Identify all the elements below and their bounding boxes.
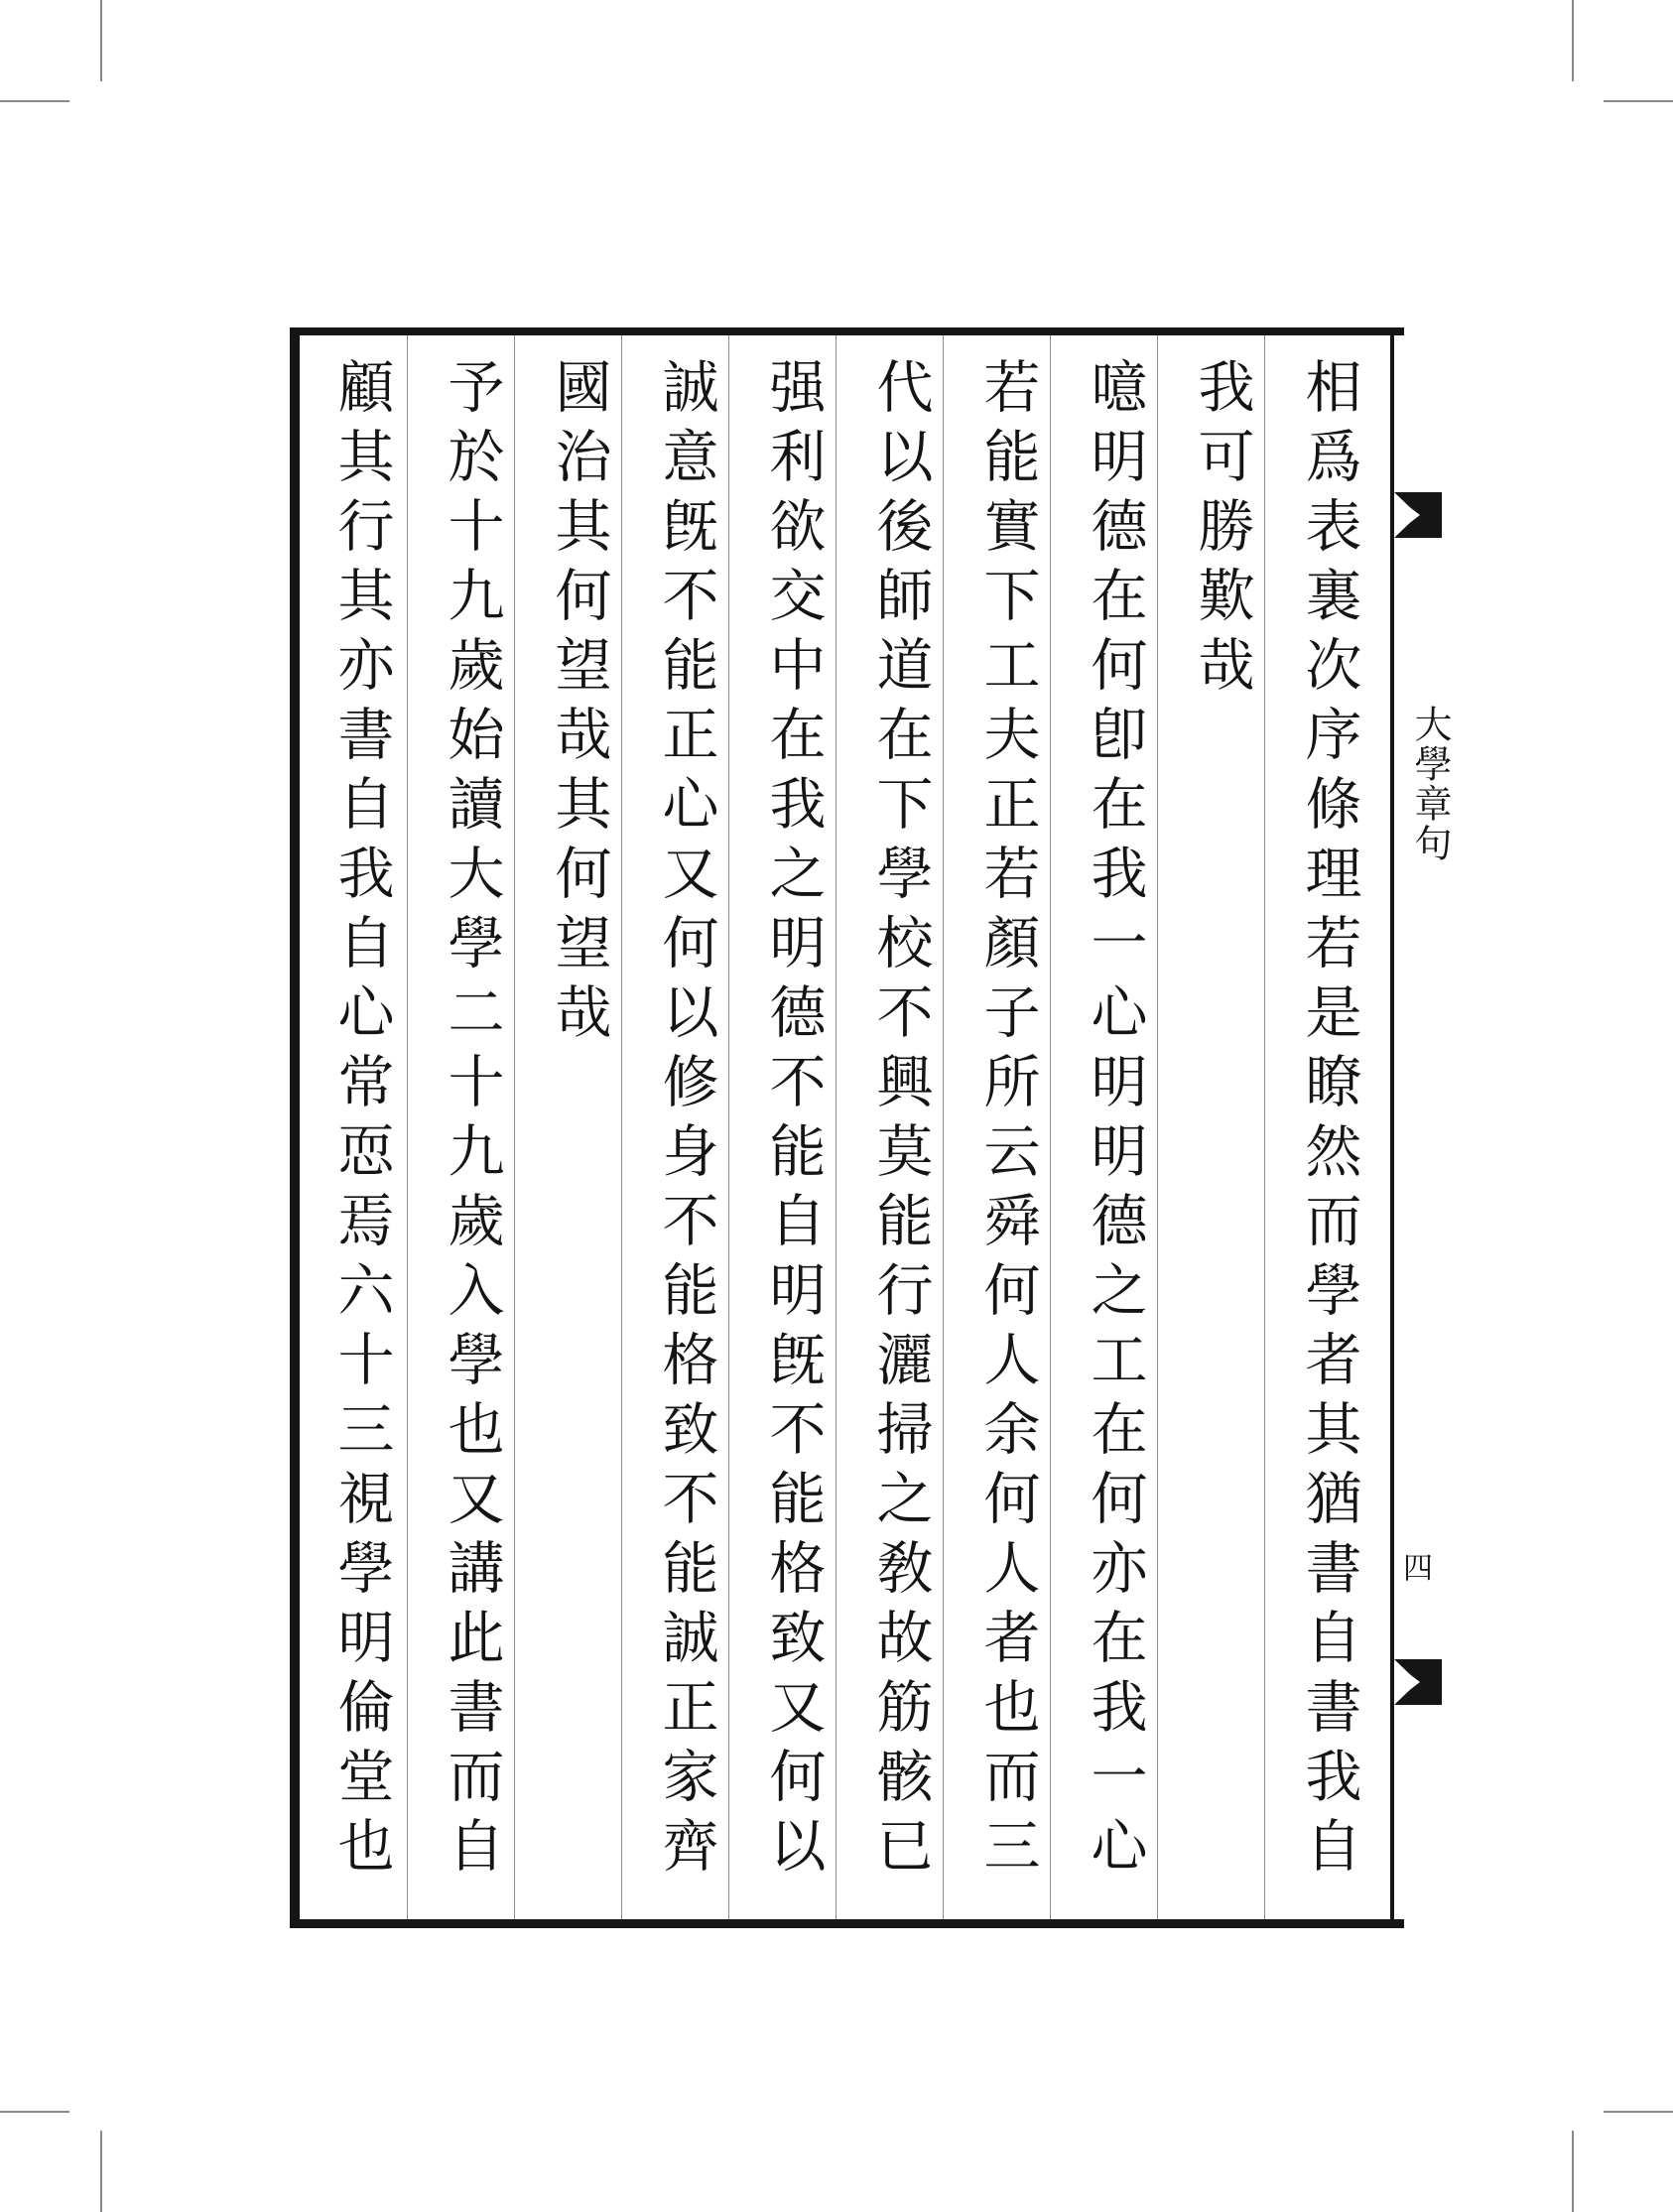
column-text: 代以後師道在下學校不興莫能行灑掃之敎故筋骸已: [867, 357, 933, 1886]
crop-mark-bottom-right: [1572, 2131, 1574, 2212]
fishtail-ornament-bottom-icon: [1394, 1659, 1442, 1705]
text-column-2: [1168, 335, 1275, 1919]
text-column-1: [1275, 335, 1382, 1919]
crop-mark-top-right: [1572, 0, 1574, 81]
column-text: 若能實下工夫正若顏子所云舜何人余何人者也而三: [974, 357, 1040, 1886]
frame-bottom-border: [290, 1919, 1404, 1928]
crop-mark-top-left-horizontal: [0, 100, 69, 102]
crop-mark-bottom-left-horizontal: [0, 2111, 69, 2113]
margin-title: 大學章句: [1408, 705, 1452, 863]
column-text: 誠意旣不能正心又何以修身不能格致不能誠正家齊: [653, 357, 718, 1886]
text-column-3: [1061, 335, 1168, 1919]
fishtail-ornament-top-icon: [1394, 492, 1442, 538]
page-number: 四: [1397, 1552, 1432, 1582]
column-text: 國治其何望哉其何望哉: [546, 357, 611, 1052]
text-column-6: [739, 335, 846, 1919]
text-column-9: [418, 335, 525, 1919]
crop-mark-top-left: [100, 0, 102, 81]
text-column-8: [525, 335, 632, 1919]
column-text: 相爲表裏次序條理若是瞭然而學者其猶書自書我自: [1296, 357, 1361, 1886]
crop-mark-bottom-right-horizontal: [1604, 2111, 1673, 2113]
text-column-10: [308, 335, 415, 1919]
printed-text-block: [290, 327, 1404, 1923]
frame-top-border: [290, 327, 1404, 335]
text-column-5: [846, 335, 954, 1919]
crop-mark-bottom-left: [100, 2131, 102, 2212]
column-text: 顧其行其亦書自我自心常恧焉六十三視學明倫堂也: [328, 357, 394, 1886]
frame-left-border: [290, 327, 300, 1928]
column-text: 强利欲交中在我之明德不能自明旣不能格致又何以: [760, 357, 826, 1886]
text-column-7: [632, 335, 739, 1919]
column-text: 噫明德在何卽在我一心明明德之工在何亦在我一心: [1082, 357, 1147, 1886]
column-text: 我可勝歎哉: [1189, 357, 1254, 705]
column-text: 予於十九歲始讀大學二十九歲入學也又講此書而自: [439, 357, 504, 1886]
text-column-4: [954, 335, 1061, 1919]
crop-mark-top-right-horizontal: [1604, 100, 1673, 102]
